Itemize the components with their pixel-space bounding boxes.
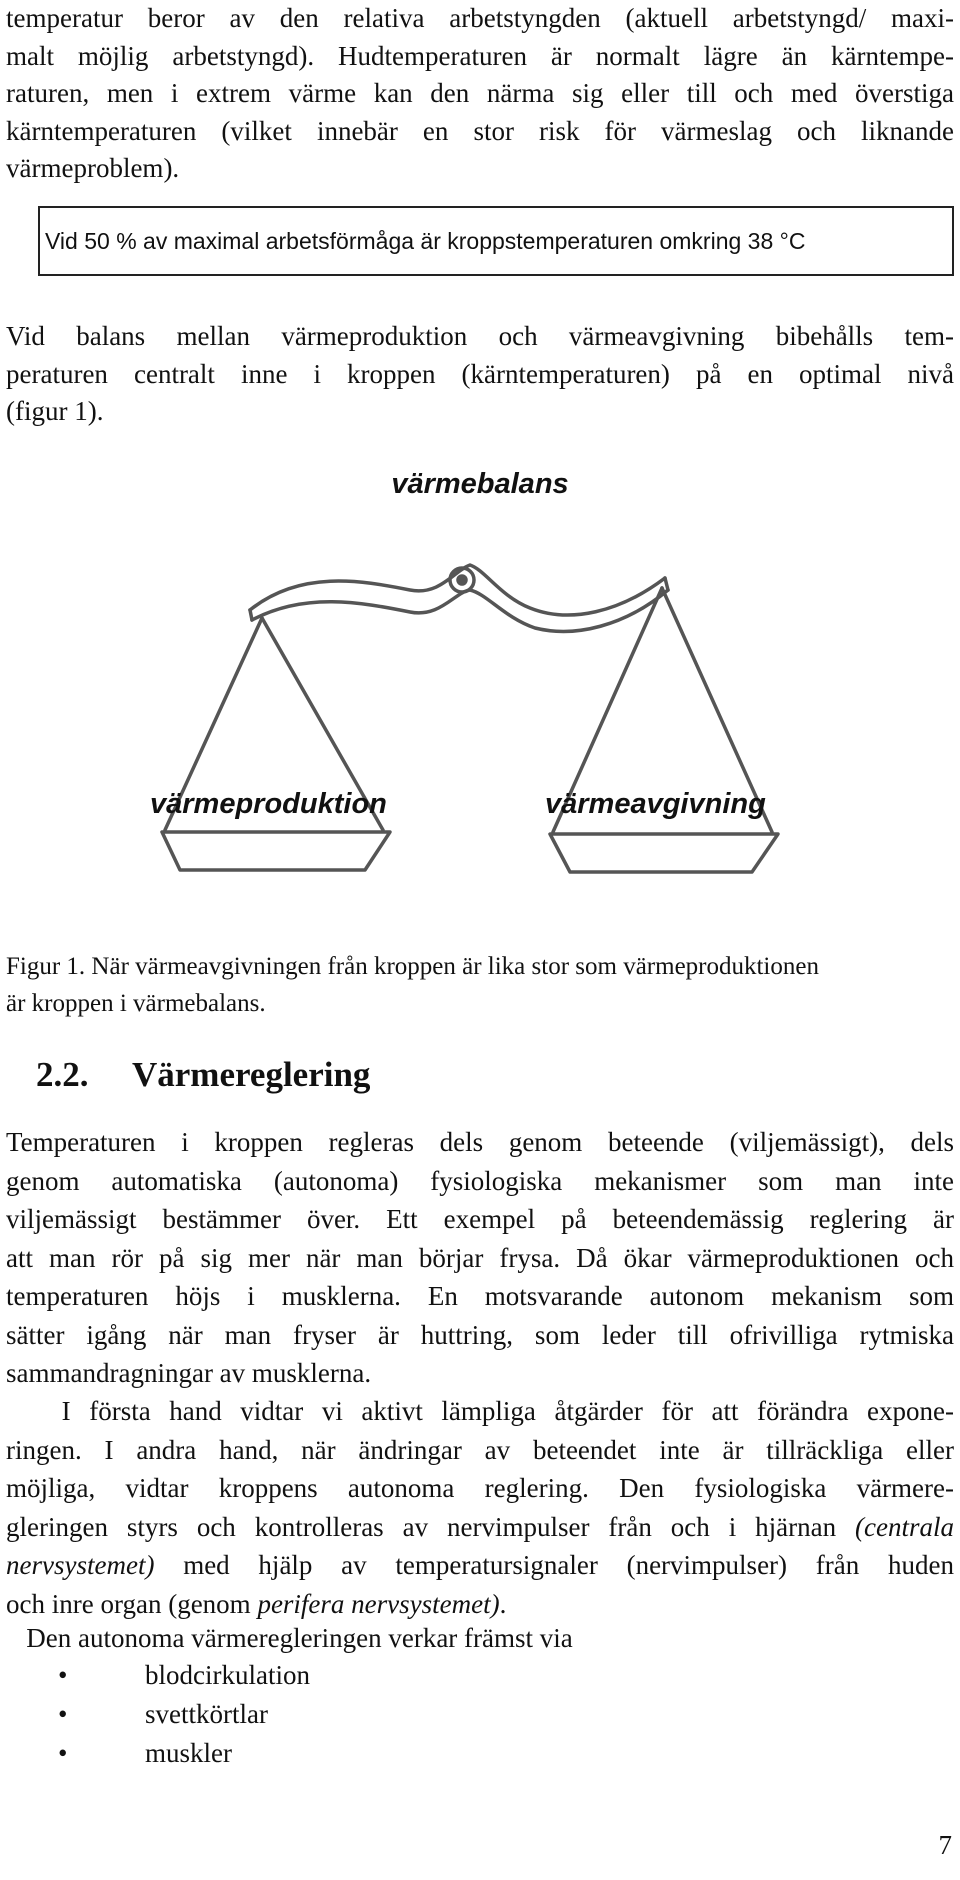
text-line bbox=[6, 1508, 954, 1547]
section-title: Värmereglering bbox=[132, 1055, 371, 1094]
text-line bbox=[6, 1546, 954, 1585]
scale-left-pan bbox=[162, 832, 390, 870]
bullet-list bbox=[0, 1656, 960, 1773]
balance-paragraph bbox=[6, 318, 954, 431]
text-line: malt möjlig arbetstyngd). Hudtemperaturen är normalt lägre än kärntempe- bbox=[6, 40, 954, 71]
text-line: raturen, men i extrem värme kan den närma sig eller till och med överstiga bbox=[6, 78, 954, 108]
text-line: viljemässigt bestämmer över. Ett exempel på beteendemässig reglering är bbox=[6, 1204, 954, 1234]
text-line: I första hand vidtar vi aktivt lämpliga åtgärder för att förändra expone- bbox=[6, 1396, 954, 1426]
text-line: sammandragningar av musklerna. bbox=[6, 1358, 372, 1388]
page-number: 7 bbox=[938, 1830, 952, 1860]
text-segment: med hjälp av temperatursignaler (nervimpulser) från huden bbox=[154, 1550, 954, 1580]
caption-line: Figur 1. När värmeavgivningen från kroppen är lika stor som värmeproduktionen bbox=[6, 953, 819, 980]
figure-label-right: värmeavgivning bbox=[545, 788, 766, 820]
body-paragraph-1 bbox=[6, 1123, 954, 1393]
text-line: genom automatiska (autonoma) fysiologiska mekanismer som man inte bbox=[6, 1165, 954, 1196]
text-segment: . bbox=[499, 1588, 507, 1619]
text-line: sätter igång när man fryser är huttring, som leder till ofrivilliga rytmiska bbox=[6, 1319, 954, 1350]
bullet-marker: • bbox=[58, 1699, 68, 1729]
section-number: 2.2. bbox=[36, 1055, 89, 1094]
text-line: möjliga, vidtar kroppens autonoma reglering. Den fysiologiska värmere- bbox=[6, 1473, 954, 1503]
italic-segment: nervsystemet) bbox=[6, 1550, 155, 1580]
italic-segment: (centrala bbox=[855, 1511, 954, 1542]
figure-title: värmebalans bbox=[391, 468, 569, 500]
text-line bbox=[6, 1585, 954, 1624]
text-segment: och inre organ (genom bbox=[6, 1588, 258, 1619]
italic-segment: perifera nervsystemet) bbox=[257, 1588, 500, 1619]
section-heading bbox=[36, 1055, 370, 1095]
body-paragraph-2 bbox=[6, 1392, 954, 1623]
intro-paragraph bbox=[6, 0, 954, 188]
text-line: värmeproblem). bbox=[6, 153, 180, 183]
figure-label-left: värmeproduktion bbox=[150, 788, 387, 820]
text-line: kärntemperaturen (vilket innebär en stor risk för värmeslag och liknande bbox=[6, 115, 954, 146]
bullet-text: blodcirkulation bbox=[145, 1660, 310, 1690]
list-item bbox=[0, 1656, 960, 1695]
text-line: ringen. I andra hand, när ändringar av beteendet inte är tillräckliga eller bbox=[6, 1434, 954, 1465]
text-line: temperaturen höjs i musklerna. En motsvarande autonom mekanism som bbox=[6, 1281, 954, 1311]
bullet-marker: • bbox=[58, 1738, 68, 1768]
figure-caption bbox=[6, 948, 954, 1022]
balance-scale-illustration bbox=[0, 540, 960, 880]
scale-right-pan bbox=[550, 834, 778, 872]
text-line: (figur 1). bbox=[6, 396, 104, 426]
text-segment: gleringen styrs och kontrolleras av nervimpulser från och i hjärnan bbox=[6, 1511, 856, 1542]
text-line: att man rör på sig mer när man börjar frysa. Då ökar värmeproduktionen och bbox=[6, 1242, 954, 1273]
list-intro: Den autonoma värmeregleringen verkar främst via bbox=[6, 1623, 573, 1653]
bullet-marker: • bbox=[58, 1660, 68, 1690]
text-line: peraturen centralt inne i kroppen (kärntemperaturen) på en optimal nivå bbox=[6, 358, 954, 389]
bullet-text: muskler bbox=[145, 1738, 232, 1768]
text-line: Vid balans mellan värmeproduktion och värmeavgivning bibehålls tem- bbox=[6, 321, 954, 351]
text-line: Temperaturen i kroppen regleras dels genom beteende (viljemässigt), dels bbox=[6, 1127, 954, 1157]
callout-box: Vid 50 % av maximal arbetsförmåga är kroppstemperaturen omkring 38 °C bbox=[38, 206, 954, 276]
text-line: temperatur beror av den relativa arbetstyngden (aktuell arbetstyngd/ maxi- bbox=[6, 3, 954, 33]
bullet-text: svettkörtlar bbox=[145, 1699, 268, 1729]
list-item bbox=[0, 1734, 960, 1773]
caption-line: är kroppen i värmebalans. bbox=[6, 990, 266, 1017]
list-item bbox=[0, 1695, 960, 1734]
